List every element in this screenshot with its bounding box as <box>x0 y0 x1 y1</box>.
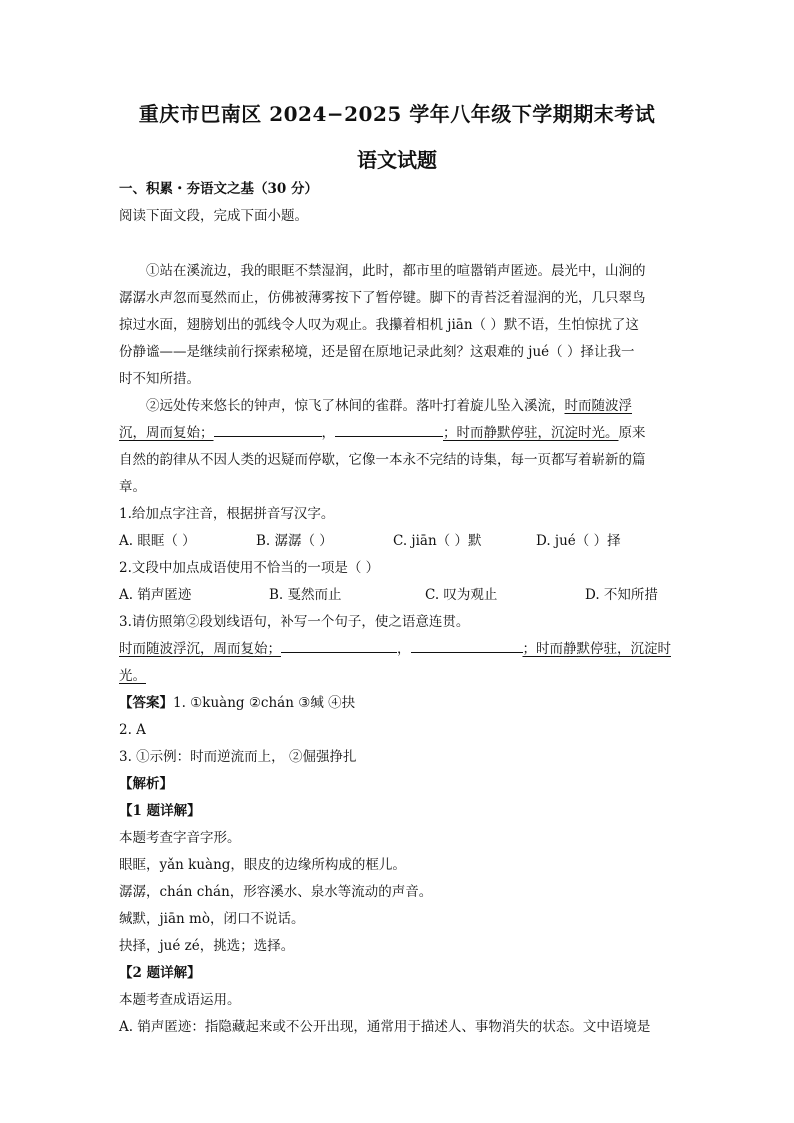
comma: ， <box>397 641 411 657</box>
fill-blank <box>214 424 322 437</box>
paragraph1-line: 掠过水面，翅膀划出的弧线令人叹为观止。我攥着相机 jiān（ ）默不语，生怕惊扰了这 <box>119 317 639 333</box>
answer-line <box>119 694 679 712</box>
paragraph1-line: 时不知所措。 <box>119 371 200 387</box>
detail-2-intro: 本题考查成语运用。 <box>119 992 241 1008</box>
underlined-sentence: 光。 <box>119 668 146 684</box>
answer-2: 2. A <box>119 722 146 738</box>
question-3-line <box>119 640 679 658</box>
fill-blank <box>411 640 523 653</box>
paragraph2-text: 原来 <box>618 425 646 441</box>
document-title: 重庆市巴南区 2024−2025 学年八年级下学期期末考试 <box>138 102 656 126</box>
detail-1-item: 潺潺，chán chán，形容溪水、泉水等流动的声音。 <box>119 884 433 900</box>
question-1: 1.给加点字注音，根据拼音写汉字。 <box>119 506 335 522</box>
option-c: C. jiān（ ）默 <box>393 533 482 549</box>
question-1-options <box>119 532 679 550</box>
option-d: D. jué（ ）择 <box>536 533 621 549</box>
instruction-text: 阅读下面文段，完成下面小题。 <box>119 208 308 224</box>
underlined-sentence: ；时而静默停驻，沉淀时 <box>522 641 671 657</box>
question-2-options <box>119 586 679 604</box>
paragraph2-line <box>119 424 679 442</box>
option-d: D. 不知所措 <box>585 587 658 603</box>
underlined-sentence: 时而随波浮沉，周而复始； <box>119 641 281 657</box>
underlined-sentence: 沉，周而复始； <box>119 425 214 441</box>
option-b: B. 潺潺（ ） <box>256 533 333 549</box>
question-3: 3.请仿照第②段划线语句，补写一个句子，使之语意连贯。 <box>119 614 470 630</box>
option-a: A. 眼眶（ ） <box>119 533 196 549</box>
underlined-sentence: 时而随波浮 <box>564 398 632 414</box>
fill-blank <box>281 640 397 653</box>
paragraph2-text: ②远处传来悠长的钟声，惊飞了林间的雀群。落叶打着旋儿坠入溪流， <box>146 398 565 414</box>
option-a: A. 销声匿迹 <box>119 587 192 603</box>
question-3-line <box>119 667 679 685</box>
answer-1: 1. ①kuàng ②chán ③缄 ④抉 <box>173 695 356 711</box>
paragraph1-line: 潺潺水声忽而戛然而止，仿佛被薄雾按下了暂停键。脚下的青苔泛着湿润的光，几只翠鸟 <box>119 290 646 306</box>
comma: ， <box>321 425 335 441</box>
paragraph1-line: 份静谧——是继续前行探索秘境，还是留在原地记录此刻？这艰难的 jué（ ）择让我一 <box>119 344 635 360</box>
underlined-sentence: ；时而静默停驻，沉淀时光。 <box>443 425 619 441</box>
paragraph2-line <box>146 397 679 415</box>
answer-label: 【答案】 <box>119 695 173 711</box>
paragraph2-line: 章。 <box>119 479 146 495</box>
paragraph2-line: 自然的韵律从不因人类的迟疑而停歇，它像一本永不完结的诗集，每一页都写着崭新的篇 <box>119 452 646 468</box>
document-subtitle: 语文试题 <box>357 148 437 172</box>
detail-1-heading: 【1 题详解】 <box>119 803 201 819</box>
option-b: B. 戛然而止 <box>269 587 342 603</box>
section-heading: 一、积累・夯语文之基（30 分） <box>119 181 318 197</box>
detail-2-heading: 【2 题详解】 <box>119 965 201 981</box>
fill-blank <box>335 424 443 437</box>
answer-3: 3. ①示例：时而逆流而上， ②倔强挣扎 <box>119 749 357 765</box>
detail-1-item: 缄默，jiān mò，闭口不说话。 <box>119 911 305 927</box>
analysis-label: 【解析】 <box>119 776 173 792</box>
detail-1-item: 抉择，jué zé，挑选；选择。 <box>119 938 295 954</box>
question-2: 2.文段中加点成语使用不恰当的一项是（ ） <box>119 560 380 576</box>
detail-1-intro: 本题考查字音字形。 <box>119 830 241 846</box>
paragraph1-line: ①站在溪流边，我的眼眶不禁湿润，此时，都市里的喧嚣销声匿迹。晨光中，山涧的 <box>146 263 646 279</box>
detail-2-option-a: A. 销声匿迹：指隐藏起来或不公开出现，通常用于描述人、事物消失的状态。文中语境是 <box>119 1019 651 1035</box>
detail-1-item: 眼眶，yǎn kuàng，眼皮的边缘所构成的框儿。 <box>119 857 406 873</box>
option-c: C. 叹为观止 <box>425 587 498 603</box>
